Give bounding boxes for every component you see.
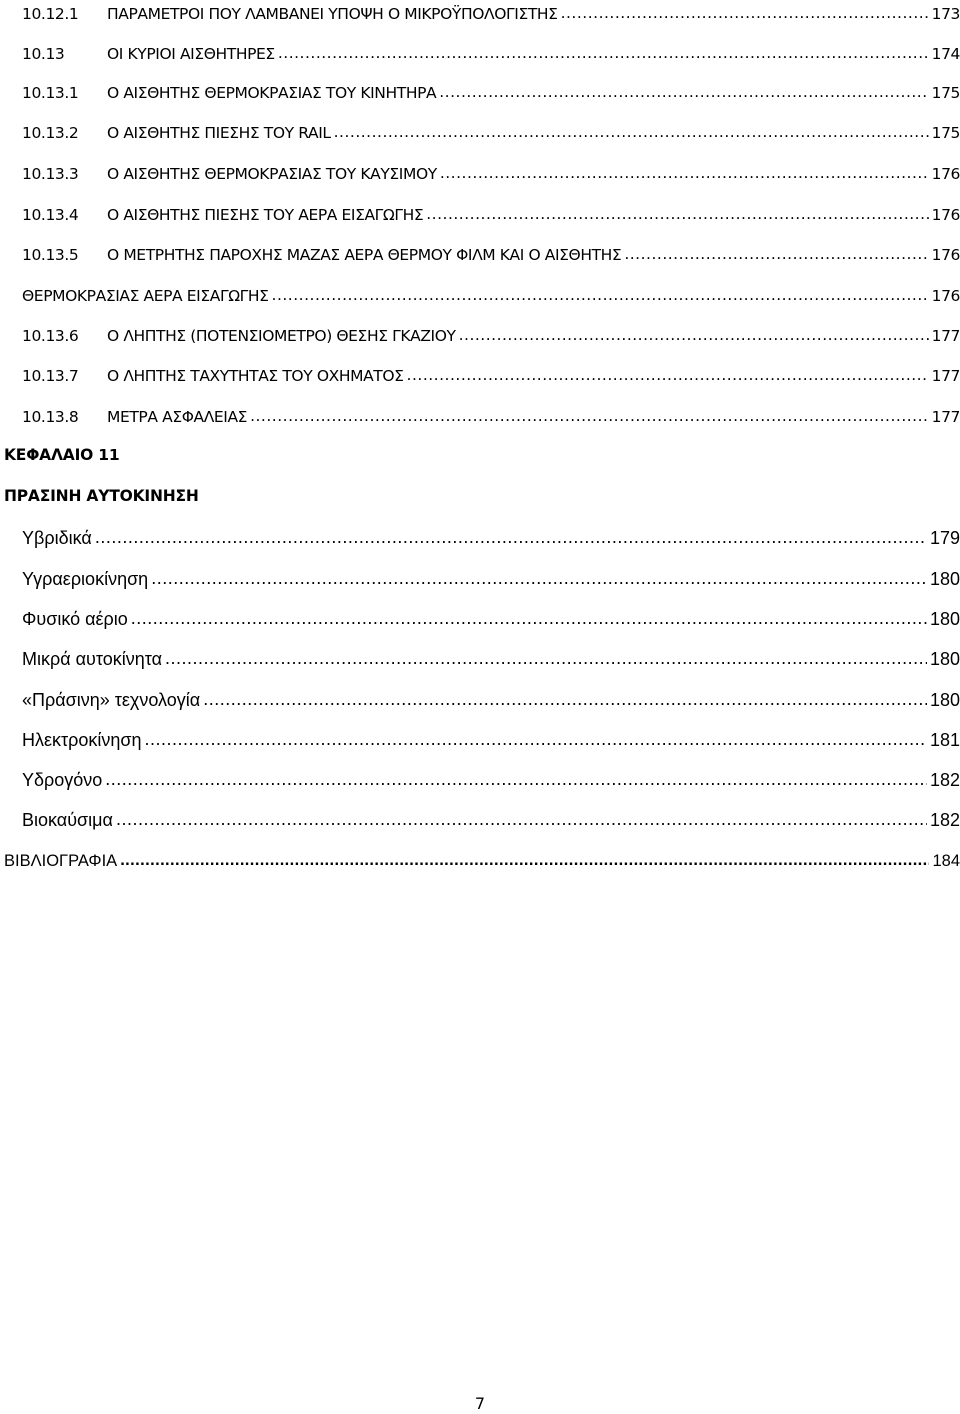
toc-entry (22, 81, 960, 105)
toc-entry-number: 10.12.1 (22, 5, 79, 23)
toc-entry (22, 647, 960, 671)
toc-entry (22, 808, 960, 832)
toc-entry-title: Ο ΑΙΣΘΗΤΗΣ ΘΕΡΜΟΚΡΑΣΙΑΣ ΤΟΥ ΚΑΥΣΙΜΟΥ (107, 165, 437, 183)
dot-leader (151, 566, 927, 590)
toc-entry-page: 182 (929, 810, 960, 830)
toc-entry-continuation (22, 284, 960, 308)
toc-entry-title: Ο ΑΙΣΘΗΤΗΣ ΠΙΕΣΗΣ ΤΟΥ RAIL (107, 124, 331, 142)
toc-entry (22, 121, 960, 145)
toc-entry-number: 10.13.3 (22, 165, 79, 183)
toc-entry-page: 175 (931, 124, 960, 142)
toc-entry-page: 180 (929, 569, 960, 589)
toc-entry-title: Υβριδικά (22, 528, 92, 548)
dot-leader (131, 606, 927, 630)
dot-leader (459, 323, 929, 347)
toc-entry-page: 177 (931, 367, 960, 385)
chapter-label: ΚΕΦΑΛΑΙΟ 11 (4, 446, 120, 464)
toc-entry-number: 10.13.5 (22, 246, 79, 264)
toc-entry-page: 177 (931, 327, 960, 345)
dot-leader (116, 807, 927, 831)
chapter-title: ΠΡΑΣΙΝΗ ΑΥΤΟΚΙΝΗΣΗ (4, 487, 199, 505)
toc-entry (22, 203, 960, 227)
toc-entry-number: 10.13 (22, 45, 65, 63)
toc-entry (22, 162, 960, 186)
toc-entry (22, 526, 960, 550)
dot-leader (624, 242, 928, 266)
toc-entry-page: 176 (931, 206, 960, 224)
toc-entry (22, 688, 960, 712)
toc-entry-page: 176 (931, 287, 960, 305)
dot-leader (95, 525, 927, 549)
toc-entry-title: Ο ΛΗΠΤΗΣ ΤΑΧΥΤΗΤΑΣ ΤΟΥ ΟΧΗΜΑΤΟΣ (107, 367, 404, 385)
toc-entry-title: Ο ΑΙΣΘΗΤΗΣ ΠΙΕΣΗΣ ΤΟΥ ΑΕΡΑ ΕΙΣΑΓΩΓΗΣ (107, 206, 424, 224)
toc-entry-page: 177 (931, 408, 960, 426)
toc-entry-page: 184 (932, 852, 960, 870)
toc-entry-title: Υδρογόνο (22, 770, 103, 790)
toc-entry-title: ΠΑΡΑΜΕΤΡΟΙ ΠΟΥ ΛΑΜΒΑΝΕΙ ΥΠΟΨΗ Ο ΜΙΚΡΟΫΠΟΛΟΓΙΣΤΗΣ (107, 5, 558, 23)
toc-entry-number: 10.13.7 (22, 367, 79, 385)
toc-entry-page: 179 (929, 528, 960, 548)
toc-entry-title: Βιοκαύσιμα (22, 810, 113, 830)
toc-entry-title: Μικρά αυτοκίνητα (22, 649, 163, 669)
dot-leader (105, 767, 927, 791)
toc-entry (22, 405, 960, 429)
toc-entry (22, 567, 960, 591)
page-number-footer (0, 1394, 960, 1413)
dot-leader (561, 1, 929, 25)
toc-entry-page: 180 (929, 649, 960, 669)
toc-entry-title: ΘΕΡΜΟΚΡΑΣΙΑΣ ΑΕΡΑ ΕΙΣΑΓΩΓΗΣ (22, 287, 269, 305)
toc-entry-page: 175 (931, 84, 960, 102)
toc-entry-page: 173 (931, 5, 960, 23)
toc-entry (22, 728, 960, 752)
toc-entry (22, 42, 960, 66)
dot-leader (426, 202, 928, 226)
toc-entry (22, 324, 960, 348)
dot-leader (440, 161, 929, 185)
toc-entry-title: ΒΙΒΛΙΟΓΡΑΦΙΑ (4, 852, 118, 870)
toc-entry-page: 182 (929, 770, 960, 790)
dot-leader (272, 283, 929, 307)
dot-leader (334, 120, 929, 144)
dot-leader (439, 80, 928, 104)
toc-entry-number: 10.13.8 (22, 408, 79, 426)
toc-entry-title: Ο ΛΗΠΤΗΣ (ΠΟΤΕΝΣΙΟΜΕΤΡΟ) ΘΕΣΗΣ ΓΚΑΖΙΟΥ (107, 327, 456, 345)
toc-entry (22, 2, 960, 26)
toc-entry-bibliography (4, 849, 960, 873)
toc-entry-page: 180 (929, 609, 960, 629)
toc-entry-page: 180 (929, 690, 960, 710)
toc-entry-number: 10.13.1 (22, 84, 79, 102)
toc-entry-page: 176 (931, 246, 960, 264)
toc-entry-title: Ο ΜΕΤΡΗΤΗΣ ΠΑΡΟΧΗΣ ΜΑΖΑΣ ΑΕΡΑ ΘΕΡΜΟΥ ΦΙΛΜ ΚΑΙ Ο ΑΙΣΘΗΤΗΣ (107, 246, 622, 264)
toc-entry (22, 243, 960, 267)
toc-entry (22, 768, 960, 792)
dot-leader (145, 727, 927, 751)
toc-entry-title: Υγραεριοκίνηση (22, 569, 149, 589)
toc-entry-title: Φυσικό αέριο (22, 609, 128, 629)
toc-entry-title: «Πράσινη» τεχνολογία (22, 690, 201, 710)
toc-entry-title: ΜΕΤΡΑ ΑΣΦΑΛΕΙΑΣ (107, 408, 248, 426)
toc-entry-number: 10.13.4 (22, 206, 79, 224)
dot-leader (165, 646, 927, 670)
toc-entry-page: 176 (931, 165, 960, 183)
toc-entry-title: Ο ΑΙΣΘΗΤΗΣ ΘΕΡΜΟΚΡΑΣΙΑΣ ΤΟΥ ΚΙΝΗΤΗΡΑ (107, 84, 437, 102)
toc-entry-number: 10.13.6 (22, 327, 79, 345)
toc-entry-page: 174 (931, 45, 960, 63)
dot-leader (407, 363, 929, 387)
toc-entry-page: 181 (929, 730, 960, 750)
dot-leader (278, 41, 929, 65)
toc-entry (22, 364, 960, 388)
toc-entry-number: 10.13.2 (22, 124, 79, 142)
toc-entry-title: Ηλεκτροκίνηση (22, 730, 142, 750)
page-number: 7 (474, 1394, 486, 1413)
dot-leader (250, 404, 929, 428)
dot-leader (120, 848, 929, 872)
dot-leader (203, 687, 927, 711)
toc-entry (22, 607, 960, 631)
toc-entry-title: ΟΙ ΚΥΡΙΟΙ ΑΙΣΘΗΤΗΡΕΣ (107, 45, 275, 63)
